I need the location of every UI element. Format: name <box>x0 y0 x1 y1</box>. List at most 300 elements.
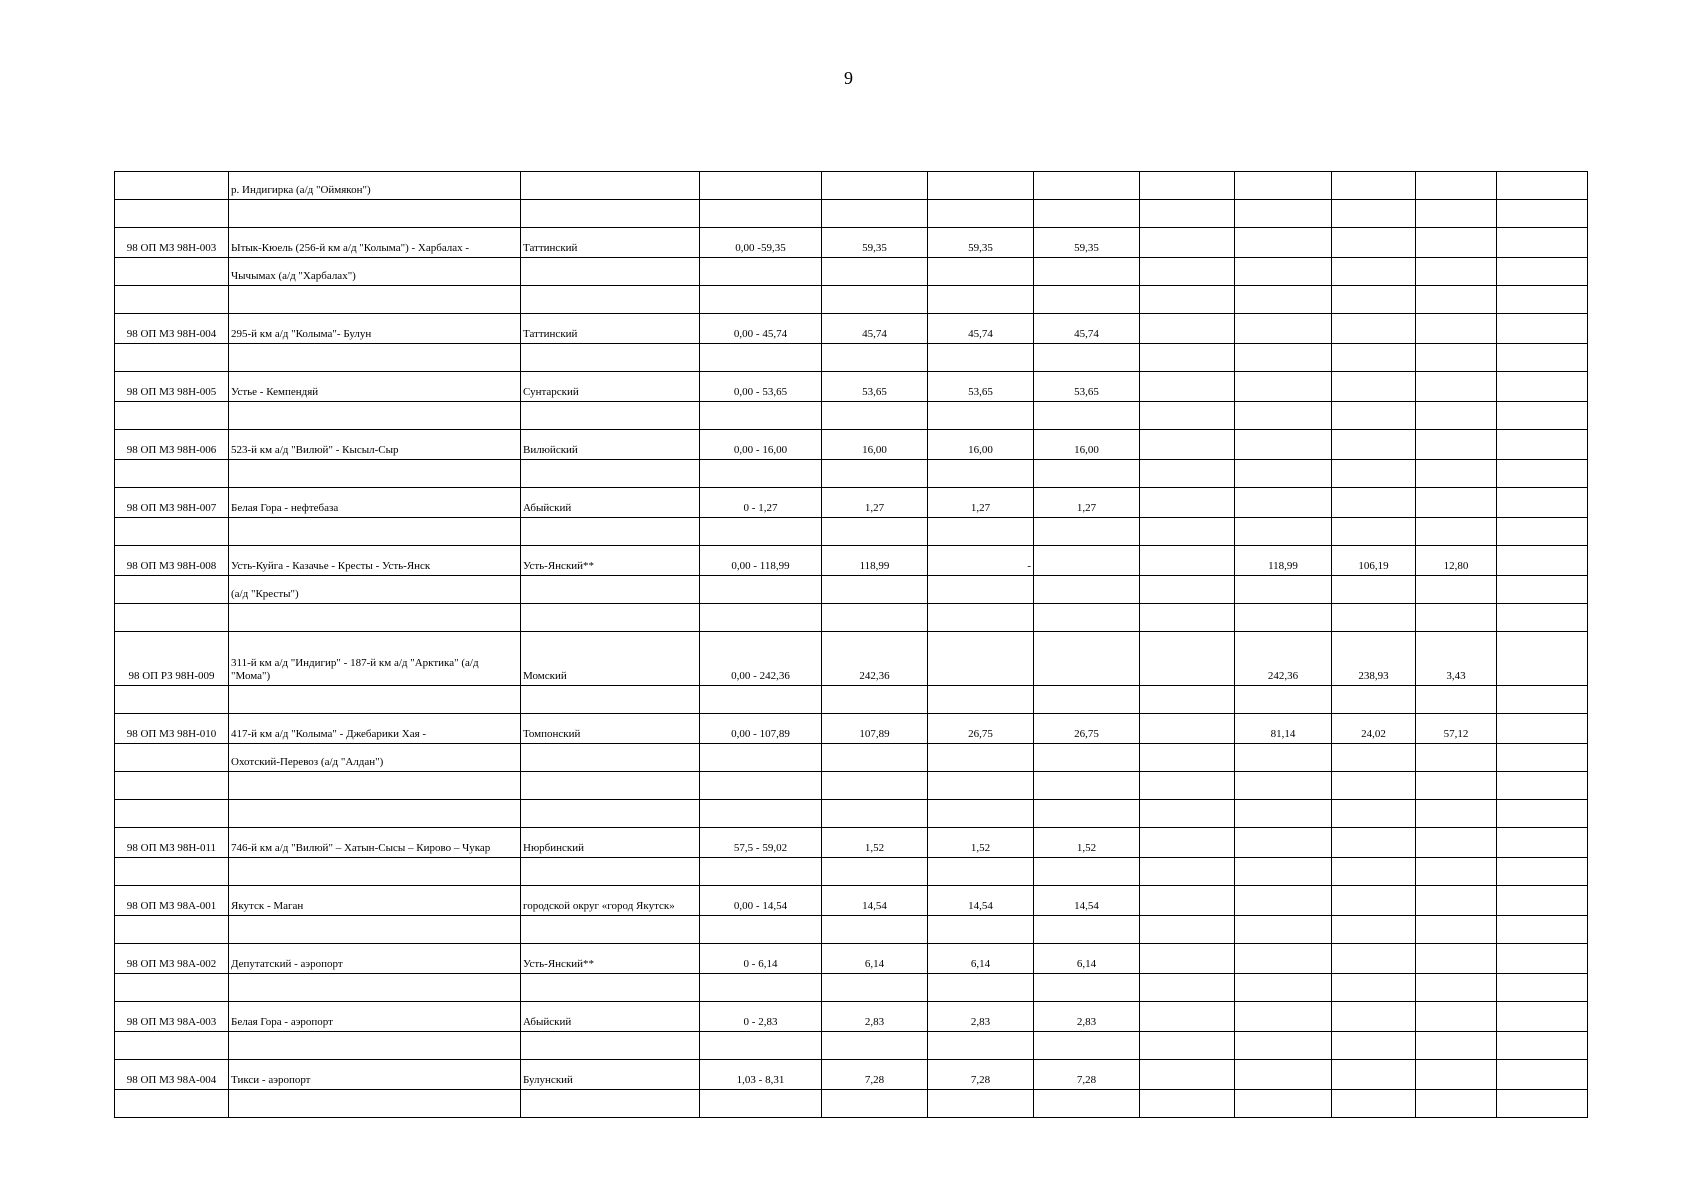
length-col-2-cell <box>1034 1090 1140 1118</box>
district-cell <box>521 686 700 714</box>
district-cell: Усть-Янский** <box>521 944 700 974</box>
length-col-5-cell <box>1332 1090 1416 1118</box>
km-range-cell <box>700 258 822 286</box>
length-col-3-cell <box>1140 800 1235 828</box>
length-col-4-cell <box>1235 686 1332 714</box>
length-col-6-cell <box>1416 518 1497 546</box>
district-cell <box>521 576 700 604</box>
length-col-5-cell <box>1332 172 1416 200</box>
length-col-6-cell <box>1416 772 1497 800</box>
length-col-5-cell <box>1332 944 1416 974</box>
road-code-cell <box>115 200 229 228</box>
length-col-6-cell <box>1416 576 1497 604</box>
length-col-7-cell <box>1497 1060 1588 1090</box>
length-col-4-cell <box>1235 402 1332 430</box>
total-length-cell: 7,28 <box>822 1060 928 1090</box>
table-row <box>115 916 1588 944</box>
road-code-cell <box>115 916 229 944</box>
road-code-cell: 98 ОП МЗ 98Н-005 <box>115 372 229 402</box>
length-col-7-cell <box>1497 714 1588 744</box>
road-name-cell <box>229 916 521 944</box>
length-col-4-cell <box>1235 886 1332 916</box>
table-row <box>115 800 1588 828</box>
total-length-cell <box>822 800 928 828</box>
road-name-cell <box>229 518 521 546</box>
km-range-cell: 0,00 -59,35 <box>700 228 822 258</box>
length-col-1-cell <box>928 402 1034 430</box>
length-col-1-cell: 53,65 <box>928 372 1034 402</box>
road-code-cell <box>115 344 229 372</box>
length-col-2-cell <box>1034 632 1140 686</box>
table-row <box>115 1090 1588 1118</box>
length-col-7-cell <box>1497 800 1588 828</box>
km-range-cell: 0,00 - 16,00 <box>700 430 822 460</box>
total-length-cell <box>822 344 928 372</box>
length-col-4-cell <box>1235 1090 1332 1118</box>
table-row <box>115 372 1588 402</box>
length-col-7-cell <box>1497 200 1588 228</box>
length-col-5-cell <box>1332 372 1416 402</box>
district-cell: Нюрбинский <box>521 828 700 858</box>
km-range-cell: 0 - 2,83 <box>700 1002 822 1032</box>
km-range-cell: 0 - 1,27 <box>700 488 822 518</box>
table-row <box>115 744 1588 772</box>
length-col-7-cell <box>1497 460 1588 488</box>
length-col-3-cell <box>1140 916 1235 944</box>
road-code-cell: 98 ОП МЗ 98Н-006 <box>115 430 229 460</box>
district-cell: Томпонский <box>521 714 700 744</box>
district-cell: Булунский <box>521 1060 700 1090</box>
length-col-2-cell: 16,00 <box>1034 430 1140 460</box>
km-range-cell <box>700 858 822 886</box>
total-length-cell <box>822 604 928 632</box>
length-col-6-cell <box>1416 744 1497 772</box>
road-name-cell <box>229 772 521 800</box>
road-code-cell: 98 ОП МЗ 98Н-003 <box>115 228 229 258</box>
table-row <box>115 1002 1588 1032</box>
length-col-7-cell <box>1497 228 1588 258</box>
road-name-cell: 523-й км а/д "Вилюй" - Кысыл-Сыр <box>229 430 521 460</box>
km-range-cell <box>700 200 822 228</box>
length-col-2-cell <box>1034 686 1140 714</box>
length-col-2-cell <box>1034 258 1140 286</box>
km-range-cell: 0,00 - 53,65 <box>700 372 822 402</box>
table-row <box>115 886 1588 916</box>
page-number: 9 <box>844 68 853 88</box>
length-col-6-cell <box>1416 228 1497 258</box>
length-col-1-cell <box>928 800 1034 828</box>
length-col-7-cell <box>1497 916 1588 944</box>
total-length-cell: 242,36 <box>822 632 928 686</box>
length-col-5-cell <box>1332 772 1416 800</box>
district-cell <box>521 200 700 228</box>
length-col-5-cell <box>1332 344 1416 372</box>
total-length-cell <box>822 200 928 228</box>
table-row <box>115 430 1588 460</box>
length-col-1-cell <box>928 858 1034 886</box>
length-col-6-cell <box>1416 1002 1497 1032</box>
length-col-7-cell <box>1497 402 1588 430</box>
km-range-cell <box>700 772 822 800</box>
length-col-4-cell <box>1235 172 1332 200</box>
length-col-5-cell <box>1332 314 1416 344</box>
length-col-4-cell <box>1235 200 1332 228</box>
length-col-3-cell <box>1140 314 1235 344</box>
length-col-3-cell <box>1140 1060 1235 1090</box>
length-col-3-cell <box>1140 402 1235 430</box>
length-col-2-cell <box>1034 974 1140 1002</box>
length-col-1-cell: 59,35 <box>928 228 1034 258</box>
length-col-4-cell <box>1235 974 1332 1002</box>
length-col-7-cell <box>1497 858 1588 886</box>
km-range-cell: 0,00 - 14,54 <box>700 886 822 916</box>
length-col-5-cell <box>1332 576 1416 604</box>
total-length-cell: 45,74 <box>822 314 928 344</box>
road-code-cell <box>115 744 229 772</box>
length-col-2-cell: 45,74 <box>1034 314 1140 344</box>
length-col-5-cell <box>1332 800 1416 828</box>
km-range-cell: 0,00 - 45,74 <box>700 314 822 344</box>
length-col-7-cell <box>1497 430 1588 460</box>
length-col-6-cell <box>1416 460 1497 488</box>
total-length-cell <box>822 772 928 800</box>
road-name-cell: Устье - Кемпендяй <box>229 372 521 402</box>
total-length-cell: 16,00 <box>822 430 928 460</box>
length-col-3-cell <box>1140 604 1235 632</box>
road-name-cell: (а/д "Кресты") <box>229 576 521 604</box>
table-row <box>115 1060 1588 1090</box>
road-name-cell: Ытык-Кюель (256-й км а/д "Колыма") - Харбалах - <box>229 228 521 258</box>
district-cell <box>521 974 700 1002</box>
road-code-cell: 98 ОП МЗ 98А-004 <box>115 1060 229 1090</box>
length-col-6-cell <box>1416 828 1497 858</box>
road-code-cell: 98 ОП МЗ 98А-002 <box>115 944 229 974</box>
table-row <box>115 228 1588 258</box>
km-range-cell <box>700 974 822 1002</box>
length-col-5-cell <box>1332 886 1416 916</box>
length-col-4-cell <box>1235 800 1332 828</box>
length-col-6-cell <box>1416 686 1497 714</box>
km-range-cell <box>700 604 822 632</box>
length-col-4-cell <box>1235 828 1332 858</box>
length-col-3-cell <box>1140 772 1235 800</box>
length-col-6-cell <box>1416 1060 1497 1090</box>
total-length-cell <box>822 686 928 714</box>
length-col-2-cell <box>1034 518 1140 546</box>
length-col-5-cell <box>1332 1060 1416 1090</box>
road-code-cell: 98 ОП МЗ 98А-003 <box>115 1002 229 1032</box>
road-code-cell: 98 ОП МЗ 98Н-010 <box>115 714 229 744</box>
length-col-4-cell <box>1235 344 1332 372</box>
length-col-1-cell <box>928 576 1034 604</box>
road-name-cell: Депутатский - аэропорт <box>229 944 521 974</box>
total-length-cell: 2,83 <box>822 1002 928 1032</box>
table-row <box>115 200 1588 228</box>
road-name-cell: Белая Гора - нефтебаза <box>229 488 521 518</box>
length-col-2-cell <box>1034 172 1140 200</box>
km-range-cell: 0 - 6,14 <box>700 944 822 974</box>
district-cell <box>521 402 700 430</box>
length-col-3-cell <box>1140 714 1235 744</box>
length-col-7-cell <box>1497 944 1588 974</box>
length-col-2-cell <box>1034 772 1140 800</box>
table-row <box>115 546 1588 576</box>
length-col-2-cell <box>1034 744 1140 772</box>
table-row <box>115 172 1588 200</box>
length-col-4-cell <box>1235 944 1332 974</box>
total-length-cell <box>822 1090 928 1118</box>
table-row <box>115 344 1588 372</box>
length-col-6-cell <box>1416 402 1497 430</box>
length-col-1-cell <box>928 974 1034 1002</box>
total-length-cell <box>822 518 928 546</box>
length-col-5-cell: 24,02 <box>1332 714 1416 744</box>
length-col-3-cell <box>1140 632 1235 686</box>
length-col-4-cell <box>1235 518 1332 546</box>
length-col-3-cell <box>1140 828 1235 858</box>
length-col-5-cell <box>1332 402 1416 430</box>
total-length-cell <box>822 916 928 944</box>
road-name-cell: р. Индигирка (а/д "Оймякон") <box>229 172 521 200</box>
table-row <box>115 258 1588 286</box>
length-col-7-cell <box>1497 488 1588 518</box>
length-col-3-cell <box>1140 1090 1235 1118</box>
length-col-7-cell <box>1497 1032 1588 1060</box>
length-col-1-cell: 45,74 <box>928 314 1034 344</box>
district-cell <box>521 772 700 800</box>
length-col-2-cell <box>1034 344 1140 372</box>
length-col-6-cell: 3,43 <box>1416 632 1497 686</box>
length-col-2-cell <box>1034 916 1140 944</box>
district-cell: Таттинский <box>521 314 700 344</box>
length-col-3-cell <box>1140 258 1235 286</box>
road-code-cell <box>115 518 229 546</box>
road-name-cell <box>229 1032 521 1060</box>
total-length-cell <box>822 576 928 604</box>
length-col-4-cell <box>1235 604 1332 632</box>
length-col-5-cell: 106,19 <box>1332 546 1416 576</box>
road-code-cell <box>115 974 229 1002</box>
length-col-5-cell <box>1332 828 1416 858</box>
km-range-cell <box>700 344 822 372</box>
length-col-5-cell <box>1332 200 1416 228</box>
road-name-cell <box>229 686 521 714</box>
length-col-4-cell <box>1235 258 1332 286</box>
district-cell: Сунтарский <box>521 372 700 402</box>
length-col-3-cell <box>1140 1032 1235 1060</box>
table-row <box>115 314 1588 344</box>
length-col-6-cell <box>1416 604 1497 632</box>
district-cell <box>521 258 700 286</box>
km-range-cell: 0,00 - 118,99 <box>700 546 822 576</box>
total-length-cell: 6,14 <box>822 944 928 974</box>
table-row <box>115 576 1588 604</box>
district-cell: Таттинский <box>521 228 700 258</box>
length-col-5-cell <box>1332 916 1416 944</box>
km-range-cell <box>700 402 822 430</box>
road-code-cell <box>115 858 229 886</box>
length-col-1-cell: 26,75 <box>928 714 1034 744</box>
km-range-cell <box>700 286 822 314</box>
length-col-7-cell <box>1497 286 1588 314</box>
length-col-5-cell: 238,93 <box>1332 632 1416 686</box>
length-col-7-cell <box>1497 974 1588 1002</box>
length-col-6-cell <box>1416 944 1497 974</box>
road-code-cell <box>115 258 229 286</box>
total-length-cell: 107,89 <box>822 714 928 744</box>
district-cell <box>521 800 700 828</box>
length-col-6-cell <box>1416 1090 1497 1118</box>
length-col-4-cell: 118,99 <box>1235 546 1332 576</box>
length-col-1-cell: 1,27 <box>928 488 1034 518</box>
road-name-cell: Усть-Куйга - Казачье - Кресты - Усть-Янск <box>229 546 521 576</box>
district-cell <box>521 1090 700 1118</box>
length-col-2-cell <box>1034 576 1140 604</box>
road-code-cell: 98 ОП МЗ 98Н-008 <box>115 546 229 576</box>
length-col-2-cell: 26,75 <box>1034 714 1140 744</box>
km-range-cell: 0,00 - 242,36 <box>700 632 822 686</box>
length-col-3-cell <box>1140 974 1235 1002</box>
length-col-2-cell: 7,28 <box>1034 1060 1140 1090</box>
km-range-cell <box>700 916 822 944</box>
length-col-1-cell <box>928 744 1034 772</box>
length-col-3-cell <box>1140 858 1235 886</box>
length-col-6-cell <box>1416 886 1497 916</box>
district-cell <box>521 460 700 488</box>
length-col-3-cell <box>1140 886 1235 916</box>
length-col-2-cell <box>1034 800 1140 828</box>
length-col-2-cell <box>1034 286 1140 314</box>
length-col-6-cell: 57,12 <box>1416 714 1497 744</box>
district-cell <box>521 916 700 944</box>
table-row <box>115 858 1588 886</box>
length-col-6-cell <box>1416 372 1497 402</box>
length-col-7-cell <box>1497 744 1588 772</box>
district-cell: Вилюйский <box>521 430 700 460</box>
km-range-cell <box>700 1032 822 1060</box>
length-col-1-cell <box>928 172 1034 200</box>
road-name-cell <box>229 286 521 314</box>
table-row <box>115 828 1588 858</box>
length-col-1-cell: 7,28 <box>928 1060 1034 1090</box>
length-col-4-cell: 81,14 <box>1235 714 1332 744</box>
district-cell <box>521 172 700 200</box>
length-col-4-cell <box>1235 1002 1332 1032</box>
total-length-cell <box>822 286 928 314</box>
total-length-cell <box>822 858 928 886</box>
length-col-7-cell <box>1497 604 1588 632</box>
length-col-2-cell <box>1034 200 1140 228</box>
length-col-4-cell <box>1235 772 1332 800</box>
total-length-cell: 14,54 <box>822 886 928 916</box>
length-col-7-cell <box>1497 886 1588 916</box>
length-col-4-cell <box>1235 430 1332 460</box>
road-name-cell <box>229 1090 521 1118</box>
length-col-4-cell <box>1235 228 1332 258</box>
length-col-5-cell <box>1332 974 1416 1002</box>
table-row <box>115 518 1588 546</box>
length-col-2-cell <box>1034 402 1140 430</box>
road-name-cell: 295-й км а/д "Колыма"- Булун <box>229 314 521 344</box>
length-col-7-cell <box>1497 772 1588 800</box>
length-col-2-cell <box>1034 858 1140 886</box>
length-col-3-cell <box>1140 576 1235 604</box>
km-range-cell: 1,03 - 8,31 <box>700 1060 822 1090</box>
length-col-6-cell <box>1416 286 1497 314</box>
km-range-cell <box>700 686 822 714</box>
table-row <box>115 402 1588 430</box>
length-col-6-cell <box>1416 430 1497 460</box>
km-range-cell: 0,00 - 107,89 <box>700 714 822 744</box>
length-col-7-cell <box>1497 632 1588 686</box>
length-col-5-cell <box>1332 1002 1416 1032</box>
km-range-cell <box>700 576 822 604</box>
length-col-2-cell: 1,52 <box>1034 828 1140 858</box>
length-col-3-cell <box>1140 430 1235 460</box>
length-col-5-cell <box>1332 686 1416 714</box>
district-cell <box>521 744 700 772</box>
road-code-cell: 98 ОП МЗ 98А-001 <box>115 886 229 916</box>
road-name-cell <box>229 974 521 1002</box>
length-col-6-cell <box>1416 314 1497 344</box>
road-name-cell <box>229 344 521 372</box>
road-code-cell <box>115 576 229 604</box>
road-name-cell <box>229 800 521 828</box>
length-col-1-cell <box>928 344 1034 372</box>
length-col-1-cell <box>928 772 1034 800</box>
length-col-4-cell: 242,36 <box>1235 632 1332 686</box>
district-cell: Абыйский <box>521 488 700 518</box>
road-code-cell <box>115 772 229 800</box>
length-col-6-cell <box>1416 344 1497 372</box>
road-code-cell: 98 ОП МЗ 98Н-011 <box>115 828 229 858</box>
total-length-cell <box>822 258 928 286</box>
total-length-cell <box>822 402 928 430</box>
road-name-cell: Якутск - Маган <box>229 886 521 916</box>
length-col-5-cell <box>1332 228 1416 258</box>
length-col-6-cell <box>1416 916 1497 944</box>
table-row <box>115 460 1588 488</box>
road-name-cell: Белая Гора - аэропорт <box>229 1002 521 1032</box>
length-col-4-cell <box>1235 286 1332 314</box>
length-col-1-cell: - <box>928 546 1034 576</box>
length-col-3-cell <box>1140 686 1235 714</box>
table-row <box>115 974 1588 1002</box>
table-row <box>115 686 1588 714</box>
length-col-4-cell <box>1235 488 1332 518</box>
total-length-cell: 59,35 <box>822 228 928 258</box>
road-code-cell <box>115 604 229 632</box>
length-col-3-cell <box>1140 488 1235 518</box>
length-col-5-cell <box>1332 258 1416 286</box>
district-cell <box>521 286 700 314</box>
length-col-3-cell <box>1140 286 1235 314</box>
km-range-cell <box>700 172 822 200</box>
roads-table <box>114 171 1588 1118</box>
road-code-cell <box>115 286 229 314</box>
length-col-1-cell <box>928 686 1034 714</box>
length-col-4-cell <box>1235 744 1332 772</box>
road-code-cell <box>115 800 229 828</box>
length-col-5-cell <box>1332 604 1416 632</box>
district-cell <box>521 1032 700 1060</box>
length-col-3-cell <box>1140 1002 1235 1032</box>
road-name-cell <box>229 460 521 488</box>
district-cell: Абыйский <box>521 1002 700 1032</box>
district-cell <box>521 604 700 632</box>
district-cell <box>521 518 700 546</box>
length-col-6-cell <box>1416 488 1497 518</box>
